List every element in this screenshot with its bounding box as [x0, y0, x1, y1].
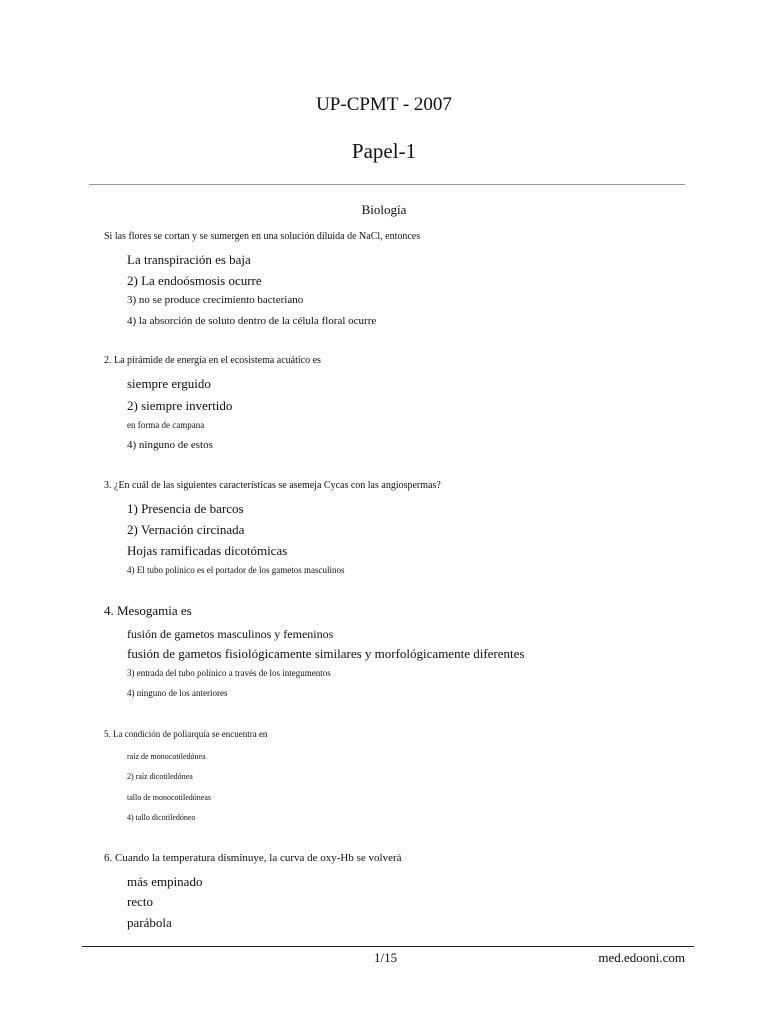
- section-heading: Biología: [361, 202, 407, 217]
- question-5-option-1: raíz de monocotiledónea: [127, 752, 206, 761]
- header-divider: [89, 184, 685, 185]
- question-4-option-1: fusión de gametos masculinos y femeninos: [127, 627, 334, 641]
- question-3-text: 3. ¿En cuál de las siguientes características se asemeja Cycas con las angiospermas?: [104, 480, 441, 491]
- question-1-option-4: 4) la absorción de soluto dentro de la célula floral ocurre: [127, 315, 377, 327]
- question-5-text: 5. La condición de poliarquía se encuentra en: [104, 729, 268, 739]
- page-number: 1/15: [374, 950, 398, 965]
- question-1-option-2: 2) La endoósmosis ocurre: [127, 273, 262, 288]
- document-subtitle: Papel-1: [351, 139, 417, 163]
- question-4-text: 4. Mesogamia es: [104, 603, 192, 618]
- question-4-option-4: 4) ninguno de los anteriores: [127, 688, 228, 698]
- question-2-text: 2. La pirámide de energía en el ecosistema acuático es: [104, 355, 321, 366]
- question-5-option-2: 2) raíz dicotiledónea: [127, 772, 193, 781]
- question-2-option-3: en forma de campana: [127, 420, 205, 430]
- question-6-text: 6. Cuando la temperatura disminuye, la curva de oxy-Hb se volverá: [104, 852, 402, 864]
- question-1-option-3: 3) no se produce crecimiento bacteriano: [127, 294, 304, 306]
- question-2-option-2: 2) siempre invertido: [127, 398, 233, 413]
- question-3-option-2: 2) Vernación circinada: [127, 522, 245, 537]
- question-2-option-4: 4) ninguno de estos: [127, 439, 213, 451]
- question-6-option-1: más empinado: [127, 874, 203, 889]
- document-title: UP-CPMT - 2007: [316, 94, 452, 115]
- question-4-option-3: 3) entrada del tubo polínico a través de los integumentos: [127, 668, 331, 678]
- question-1-option-1: La transpiración es baja: [127, 252, 251, 267]
- question-3-option-3: Hojas ramificadas dicotómicas: [127, 543, 288, 558]
- question-3-option-1: 1) Presencia de barcos: [127, 501, 244, 516]
- footer-divider: [82, 946, 694, 947]
- site-url: med.edooni.com: [598, 950, 685, 965]
- question-6-option-3: parábola: [127, 915, 172, 930]
- question-6-option-2: recto: [127, 894, 153, 909]
- question-3-option-4: 4) El tubo polínico es el portador de los gametos masculinos: [127, 565, 345, 575]
- question-4-option-2: fusión de gametos fisiológicamente similares y morfológicamente diferentes: [127, 646, 525, 661]
- question-2-option-1: siempre erguido: [127, 376, 211, 391]
- question-1-text: Si las flores se cortan y se sumergen en una solución diluida de NaCl, entonces: [104, 231, 421, 242]
- question-5-option-4: 4) tallo dicotiledóneo: [127, 813, 196, 822]
- question-5-option-3: tallo de monocotiledóneas: [127, 793, 211, 802]
